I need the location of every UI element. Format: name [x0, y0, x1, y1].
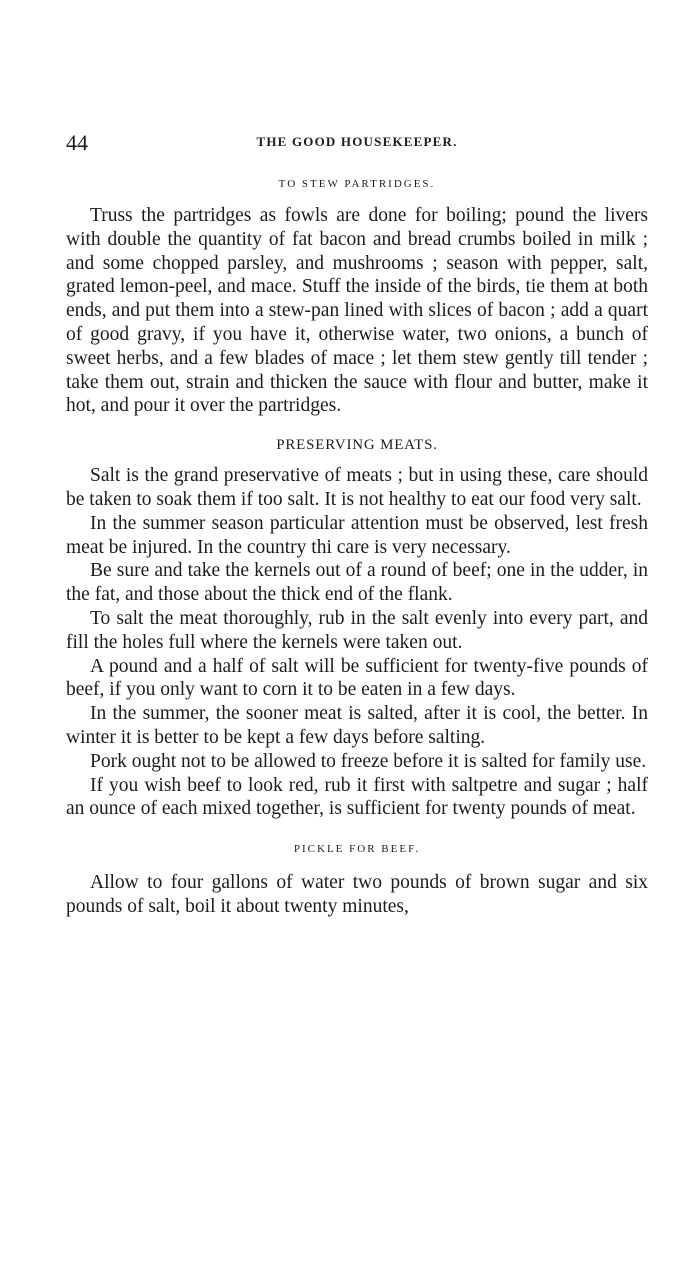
paragraph-pickle-for-beef: Allow to four gallons of water two pounds of brown sugar and six pounds of salt, boil it about twenty minutes, [66, 872, 648, 917]
paragraph-stew-partridges: Truss the partridges as fowls are done for boiling; pound the livers with double the quantity of fat bacon and bread crumbs boiled in milk ; and some chopped parsley, and mushrooms ; season with pepper, salt, grated lemon-peel, and mace. Stuff the inside of the birds, tie them at both ends, and put them into a stew-pan lined with slices of bacon ; add a quart of good gravy, if you have it, otherwise water, two onions, a bunch of sweet herbs, and a few blades of mace ; let them stew gently till tender ; take them out, strain and thicken the sauce with flour and butter, make it hot, and pour it over the partridges. [66, 205, 648, 417]
section-heading-preserving-meats: PRESERVING MEATS. [276, 437, 438, 454]
paragraph-preserving-7: Pork ought not to be allowed to freeze before it is salted for family use. [90, 750, 647, 772]
paragraph-preserving-3: Be sure and take the kernels out of a round of beef; one in the udder, in the fat, and those about the thick end of the flank. [66, 560, 648, 606]
section-heading-stew-partridges: TO STEW PARTRIDGES. [278, 178, 436, 190]
paragraph-preserving-4: To salt the meat thoroughly, rub in the salt evenly into every part, and fill the holes full where the kernels were taken out. [66, 607, 648, 653]
running-head [66, 130, 648, 154]
running-title: THE GOOD HOUSEKEEPER. [256, 134, 458, 149]
section-heading-pickle-for-beef: PICKLE FOR BEEF. [293, 843, 421, 856]
paragraph-preserving-5: A pound and a half of salt will be sufficient for twenty-five pounds of beef, if you only want to corn it to be eaten in a few days. [66, 655, 648, 701]
paragraph-preserving-6: In the summer, the sooner meat is salted, after it is cool, the better. In winter it is better to be kept a few days before salting. [66, 703, 648, 748]
page-content [66, 174, 648, 919]
page-number: 44 [66, 130, 88, 155]
paragraph-preserving-8: If you wish beef to look red, rub it first with saltpetre and sugar ; half an ounce of each mixed together, is sufficient for twenty pounds of meat. [66, 774, 648, 820]
paragraph-preserving-1: Salt is the grand preservative of meats ; but in using these, care should be taken to soak them if too salt. It is not healthy to eat our food very salt. [66, 465, 648, 510]
paragraph-preserving-2: In the summer season particular attention must be observed, lest fresh meat be injured. In the country thi care is very necessary. [66, 512, 648, 558]
